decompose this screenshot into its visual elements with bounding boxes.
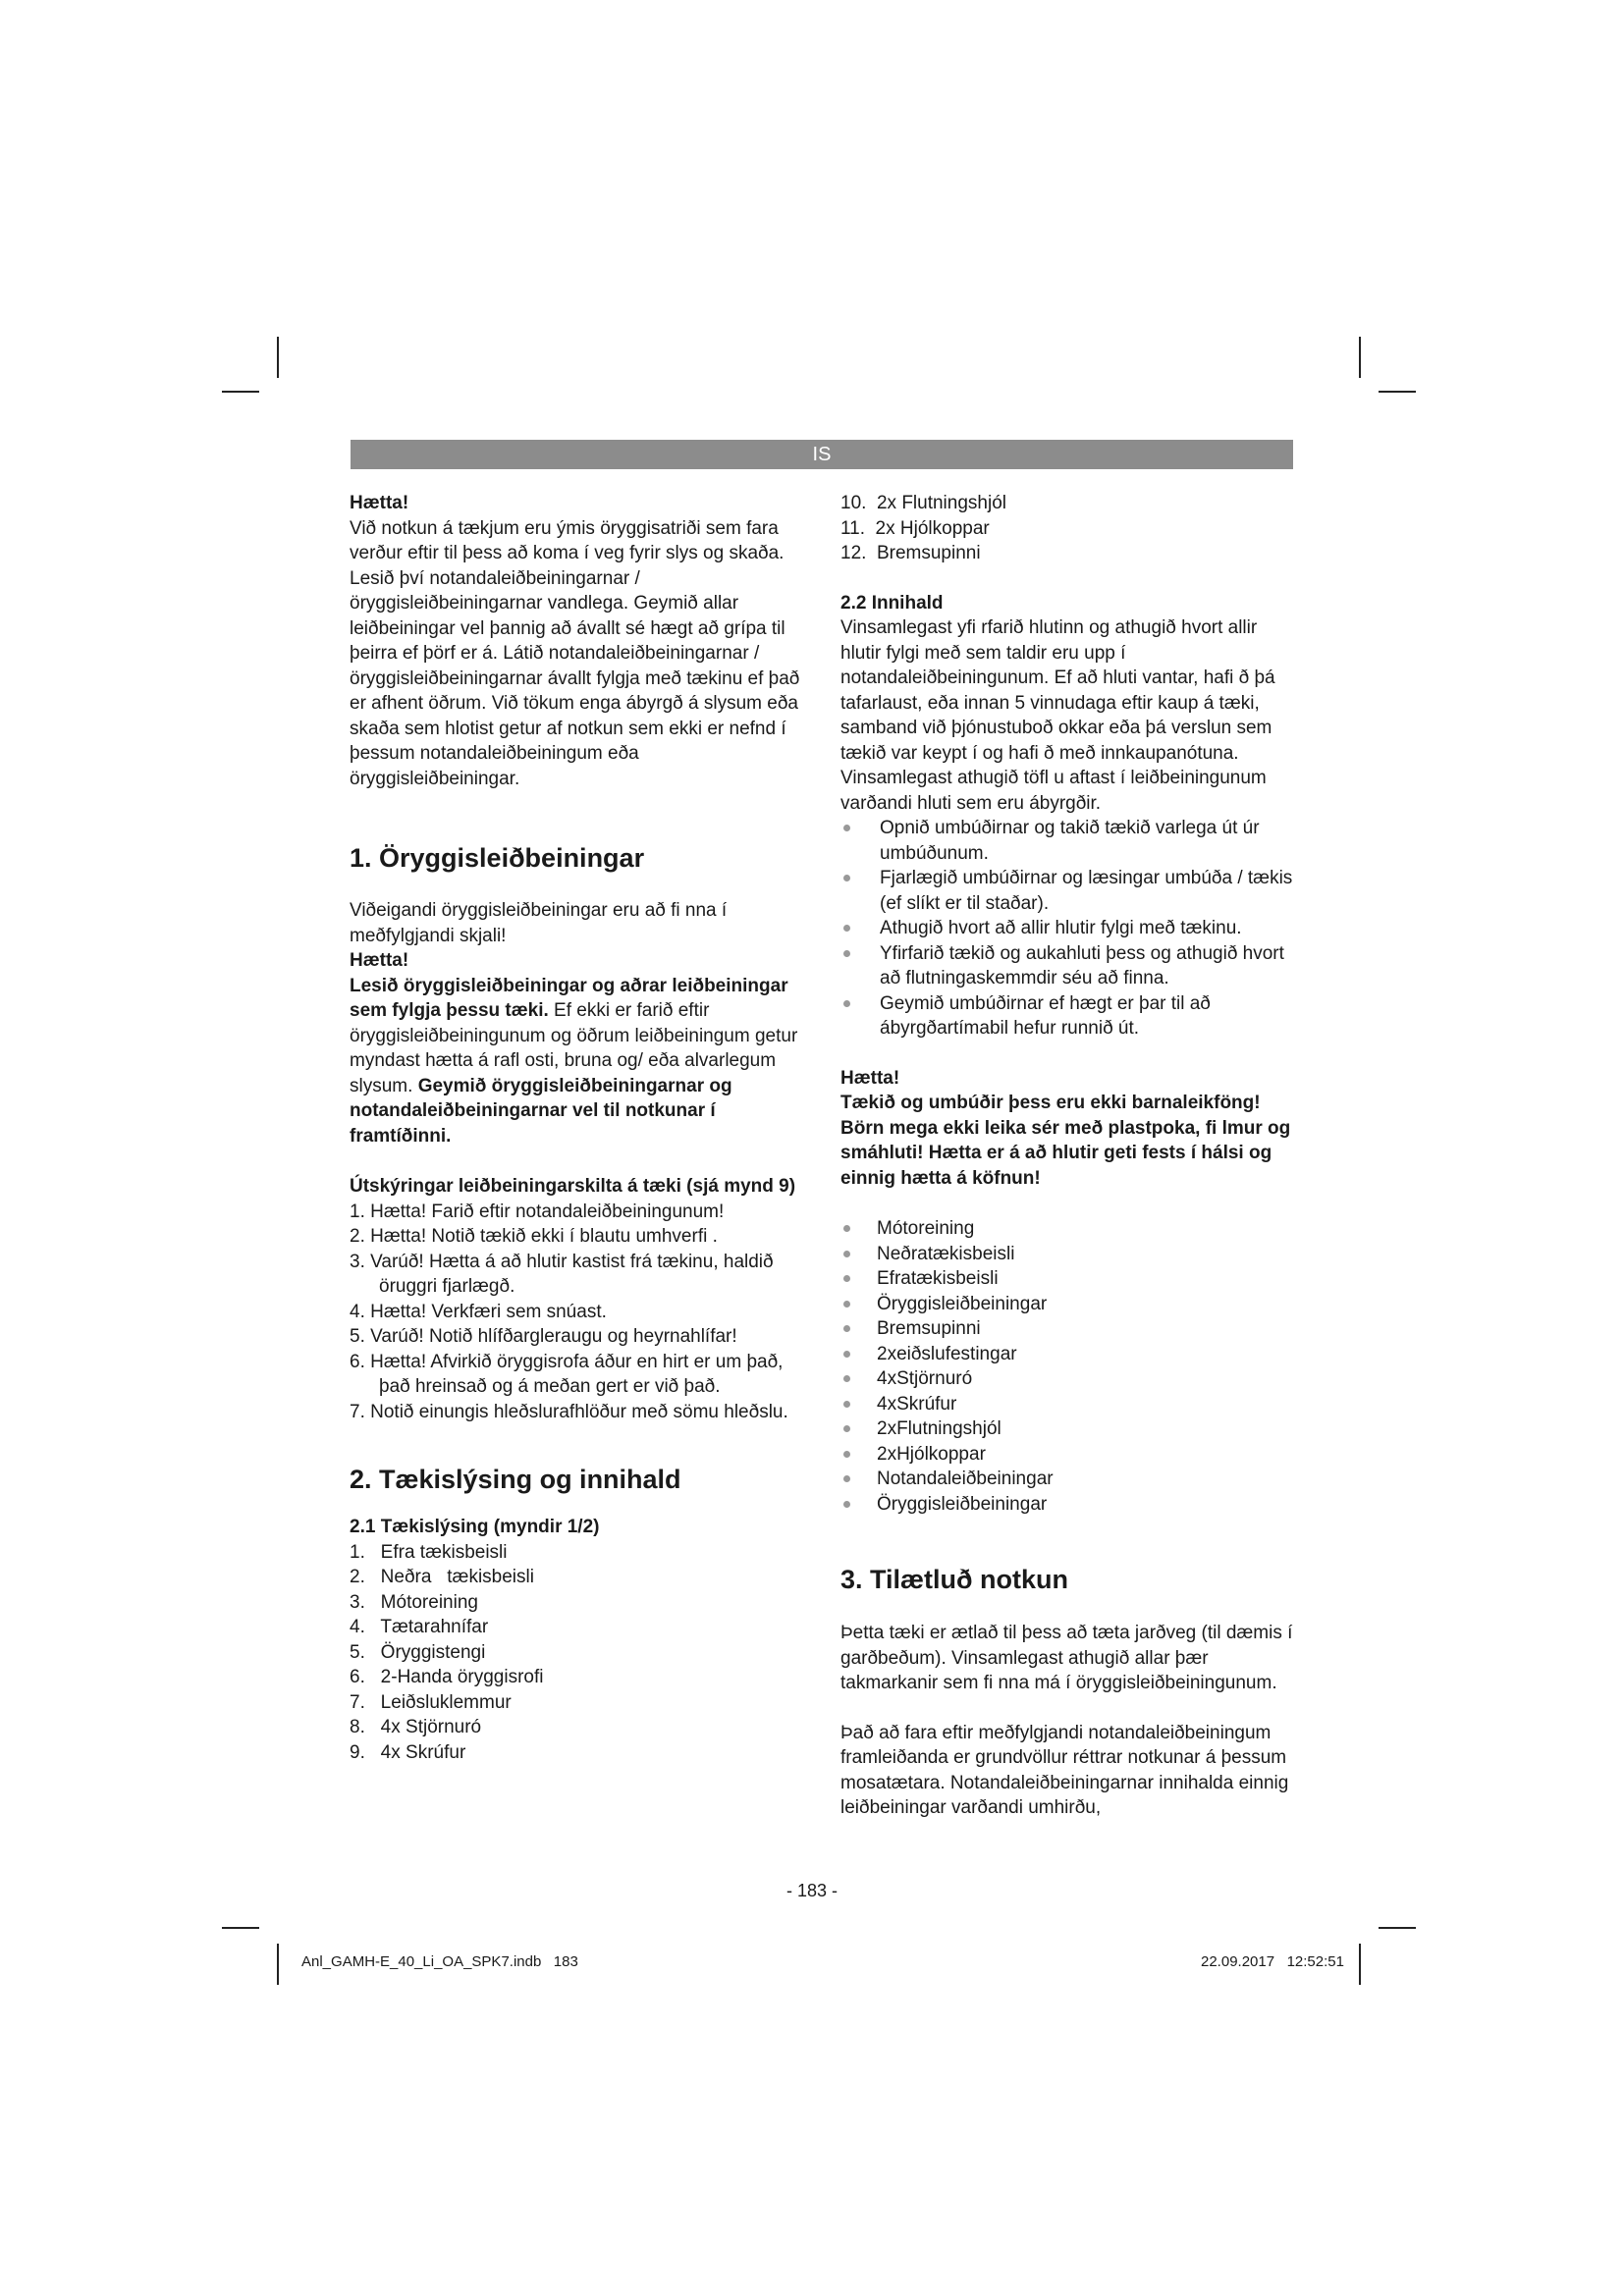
section-2-2-body: Vinsamlegast yfi rfarið hlutinn og athugið hvort allir hlutir fylgi með sem taldir eru upp í notandaleiðbeiningunum. Ef að hluti vantar, hafi ð þá tafarlaust, eða innan 5 vinnudaga eftir kaup á tæki, samband við þjónustuboð okkar eða þá verslun sem tækið var keypt í og hafi ð með innkaupanótuna. Vinsamlegast athugið töfl u aftast í leiðbeiningunum varðandi hluti sem eru ábyrgðir. [840,617,1275,814]
right-column [840,491,1294,1821]
list-item: Opnið umbúðirnar og takið tækið varlega út úr umbúðunum. [840,816,1294,866]
page-number: - 183 - [785,1881,839,1900]
crop-mark [1379,391,1416,393]
warning-body: Tækið og umbúðir þess eru ekki barnaleikföng! Börn mega ekki leika sér með plastpoka, fi lmur og smáhluti! Hætta er á að hlutir geti fests í hálsi og einnig hætta á köfnun! [840,1093,1291,1189]
warning-text: Ef ekki er farið eftir öryggisleiðbeiningunum og öðrum leiðbeiningum getur myndast hætta á rafl osti, bruna og/ eða alvarlegum slysum. [350,1000,798,1096]
section-2-heading: 2. Tækislýsing og innihald [350,1465,681,1494]
section-3-paragraph: Það að fara eftir meðfylgjandi notandaleiðbeiningum framleiðanda er grundvöllur réttrar notkunar á þessum mosatætara. Notandaleiðbeiningarnar innihalda einnig leiðbeiningar varðandi umhirðu, [840,1722,1289,1818]
crop-mark [277,337,279,378]
warning-body [350,974,803,1149]
list-item: 11. 2x Hjólkoppar [840,517,990,539]
left-column [350,491,803,1765]
crop-mark [222,391,259,393]
list-item: 4. Tætarahnífar [350,1617,489,1637]
signs-heading: Útskýringar leiðbeiningarskilta á tæki (sjá mynd 9) [350,1176,796,1197]
crop-mark [277,1944,279,1985]
list-item: Bremsupinni [840,1316,1294,1342]
warning-body: Við notkun á tækjum eru ýmis öryggisatriði sem fara verður eftir til þess að koma í veg fyrir slys og skaða. Lesið því notandaleiðbeiningarnar / öryggisleiðbeiningarnar vandlega. Geymið allar leiðbeiningar vel þannig að ávallt sé hægt að grípa til þeirra ef þörf er á. Látið notandaleiðbeiningarnar / öryggisleiðbeiningarnar ávallt fylgja með tækinu ef það er afhent öðrum. Við tökum enga ábyrgð á slysum eða skaða sem hlotist getur af notkun sem ekki er nefnd í þessum notandaleiðbeiningum eða öryggisleiðbeiningar. [350,517,800,789]
list-item: 5. Varúð! Notið hlífðargleraugu og heyrnahlífar! [350,1326,737,1347]
list-item: Öryggisleiðbeiningar [840,1292,1294,1317]
crop-mark [1359,337,1361,378]
list-item: Athugið hvort að allir hlutir fylgi með tækinu. [840,916,1294,941]
list-item: 4xSkrúfur [840,1392,1294,1417]
list-item: 2. Neðra tækisbeisli [350,1567,534,1587]
list-item: Yfirfarið tækið og aukahluti þess og athugið hvort að flutningaskemmdir séu að finna. [840,941,1294,991]
list-item: Neðratækisbeisli [840,1242,1294,1267]
section-1-intro: Viðeigandi öryggisleiðbeiningar eru að fi nna í meðfylgjandi skjali! [350,900,728,946]
list-item: 8. 4x Stjörnuró [350,1717,482,1737]
crop-mark [222,1927,259,1929]
warning-bold-text: Geymið öryggisleiðbeiningarnar og notandaleiðbeiningarnar vel til notkunar í framtíðinni. [350,1075,732,1147]
footer-file-name: Anl_GAMH-E_40_Li_OA_SPK7.indb 183 [301,1953,578,1970]
warning-bold-text: Lesið öryggisleiðbeiningar og aðrar leiðbeiningar sem fylgja þessu tæki. [350,975,788,1021]
crop-mark [1359,1944,1361,1985]
list-item: Mótoreining [840,1216,1294,1242]
list-item: 10. 2x Flutningshjól [840,493,1006,513]
list-item: 12. Bremsupinni [840,543,981,563]
list-item: Geymið umbúðirnar ef hægt er þar til að ábyrgðartímabil hefur runnið út. [840,991,1294,1041]
list-item: 6. 2-Handa öryggisrofi [350,1667,544,1687]
list-item: Fjarlægið umbúðirnar og læsingar umbúða / tækis (ef slíkt er til staðar). [840,866,1294,916]
list-item: 2xeiðslufestingar [840,1342,1294,1367]
crop-mark [1379,1927,1416,1929]
list-item: 1. Efra tækisbeisli [350,1541,508,1563]
warning-title: Hætta! [350,950,409,971]
list-item: 2xHjólkoppar [840,1442,1294,1468]
unpack-steps-list [840,816,1294,1041]
section-2-2-heading: 2.2 Innihald [840,592,944,614]
list-item: 4xStjörnuró [840,1366,1294,1392]
list-item: 3. Mótoreining [350,1591,478,1613]
section-3-paragraph: Þetta tæki er ætlað til þess að tæta jarðveg (til dæmis í garðbeðum). Vinsamlegast athugið allar þær takmarkanir sem fi nna má í öryggisleiðbeiningunum. [840,1623,1293,1693]
list-item: 5. Öryggistengi [350,1641,486,1663]
list-item: 2. Hætta! Notið tækið ekki í blautu umhverfi . [350,1226,718,1247]
warning-title: Hætta! [350,493,409,513]
list-item: 1. Hætta! Farið eftir notandaleiðbeiningunum! [350,1201,725,1222]
signs-list [350,1200,803,1425]
list-item: 6. Hætta! Afvirkið öryggisrofa áður en hirt er um það, það hreinsað og á meðan gert er við það. [350,1351,784,1397]
warning-title: Hætta! [840,1067,900,1089]
list-item: Notandaleiðbeiningar [840,1467,1294,1492]
list-item: 4. Hætta! Verkfæri sem snúast. [350,1301,607,1322]
list-item: 2xFlutningshjól [840,1416,1294,1442]
list-item: Öryggisleiðbeiningar [840,1492,1294,1518]
section-1-heading: 1. Öryggisleiðbeiningar [350,843,645,873]
parts-list [350,1540,803,1766]
list-item: 9. 4x Skrúfur [350,1741,466,1763]
list-item: 7. Notið einungis hleðslurafhlöður með sömu hleðslu. [350,1401,788,1422]
language-bar: IS [351,440,1293,469]
list-item: Efratækisbeisli [840,1266,1294,1292]
list-item: 7. Leiðsluklemmur [350,1691,512,1713]
list-item: 3. Varúð! Hætta á að hlutir kastist frá tækinu, haldið öruggri fjarlægð. [350,1251,774,1297]
section-2-1-heading: 2.1 Tækislýsing (myndir 1/2) [350,1517,600,1537]
parts-list-continued [840,491,1294,566]
contents-list [840,1216,1294,1517]
footer-date-time: 22.09.2017 12:52:51 [1201,1953,1344,1970]
section-3-heading: 3. Tilætluð notkun [840,1565,1068,1594]
